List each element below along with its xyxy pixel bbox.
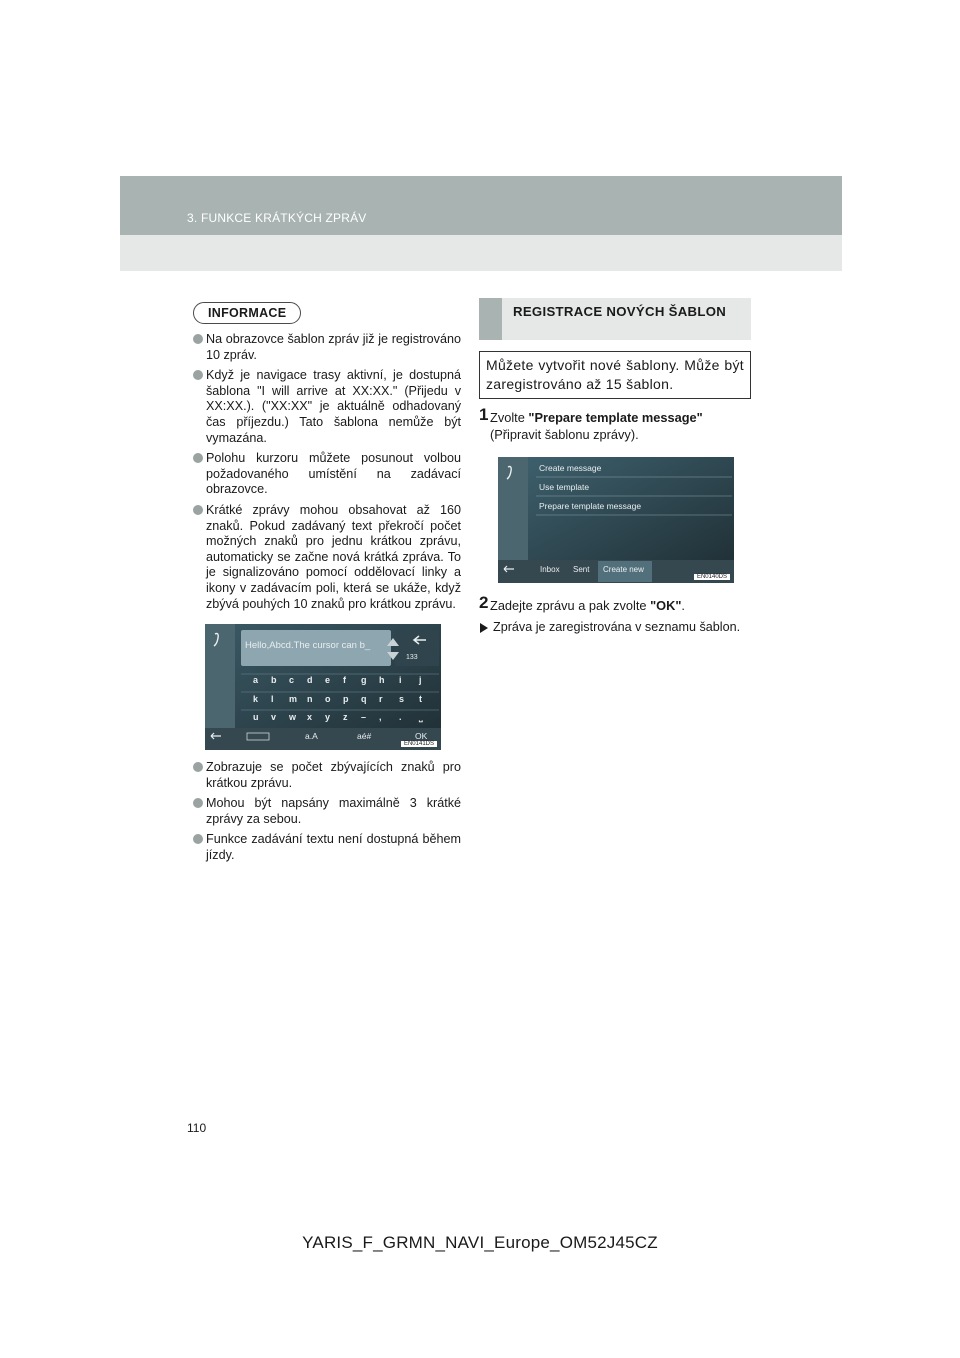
key[interactable]: z bbox=[343, 712, 348, 723]
key[interactable]: y bbox=[325, 712, 331, 723]
registration-heading bbox=[479, 298, 751, 340]
key[interactable]: w bbox=[289, 712, 297, 723]
step-number: 1 bbox=[479, 405, 489, 424]
key[interactable]: j bbox=[419, 675, 422, 686]
info-column bbox=[193, 302, 461, 869]
char-counter: 133 bbox=[406, 654, 418, 662]
bullet-dot-icon bbox=[193, 453, 203, 463]
key[interactable]: l bbox=[271, 694, 274, 705]
bullet-dot-icon bbox=[193, 505, 203, 515]
step-number: 2 bbox=[479, 593, 489, 612]
key[interactable]: f bbox=[343, 675, 346, 686]
info-item: Krátké zprávy mohou obsahovat až 160 znaků. Pokud zadávaný text překročí počet možných znaků pro jednu krátkou zprávu, automaticky se začne nová krátká zpráva. To je signalizováno pomocí oddělovací linky a ikony v zadávacím poli, která se ukáže, když zbývá pouhých 10 znaků pro krátkou zprávu. bbox=[193, 503, 461, 612]
key[interactable]: h bbox=[379, 675, 385, 686]
bullet-dot-icon bbox=[193, 834, 203, 844]
info-item: Zobrazuje se počet zbývajících znaků pro krátkou zprávu. bbox=[193, 760, 461, 791]
key[interactable]: – bbox=[361, 712, 367, 723]
heading-tab bbox=[479, 298, 502, 340]
key[interactable]: d bbox=[307, 675, 313, 686]
menu-screenshot bbox=[498, 457, 734, 583]
info-item: Polohu kurzoru můžete posunout volbou požadovaného umístění na zadávací obrazovce. bbox=[193, 451, 461, 498]
key[interactable]: v bbox=[271, 712, 277, 723]
menu-item-use-template[interactable]: Use template bbox=[539, 482, 590, 492]
tab-create-new[interactable]: Create new bbox=[603, 565, 644, 574]
image-code: EN0141DS bbox=[401, 741, 437, 747]
key[interactable]: a bbox=[253, 675, 259, 686]
section-title: 3. FUNKCE KRÁTKÝCH ZPRÁV bbox=[187, 211, 367, 225]
info-item: Funkce zadávání textu není dostupná během jízdy. bbox=[193, 832, 461, 863]
key[interactable]: n bbox=[307, 694, 313, 705]
bullet-dot-icon bbox=[193, 762, 203, 772]
menu-item-create-message[interactable]: Create message bbox=[539, 463, 602, 473]
key[interactable]: p bbox=[343, 694, 349, 705]
section-header bbox=[120, 176, 842, 271]
image-code: EN0140DS bbox=[694, 574, 730, 580]
page-number: 110 bbox=[187, 1121, 207, 1135]
key[interactable]: q bbox=[361, 694, 367, 705]
step-2: 2 Zadejte zprávu a pak zvolte "OK". bbox=[479, 593, 685, 613]
bullet-dot-icon bbox=[193, 334, 203, 344]
key[interactable]: i bbox=[399, 675, 402, 686]
info-item: Když je navigace trasy aktivní, je dostupná šablona "I will arrive at XX:XX." (Přijedu v XX:XX.). ("XX:XX" je aktuálně odhadovaný čas příjezdu.) Tato šablona nemůže být vymazána. bbox=[193, 368, 461, 446]
keyboard-screenshot bbox=[205, 624, 441, 750]
key[interactable]: s bbox=[399, 694, 405, 705]
key[interactable]: x bbox=[307, 712, 313, 723]
key[interactable]: ⎵ bbox=[419, 712, 423, 723]
info-item: Mohou být napsány maximálně 3 krátké zprávy za sebou. bbox=[193, 796, 461, 827]
info-item: Na obrazovce šablon zpráv již je registrováno 10 zpráv. bbox=[193, 332, 461, 363]
key[interactable]: t bbox=[419, 694, 422, 705]
key[interactable]: c bbox=[289, 675, 295, 686]
key[interactable]: . bbox=[399, 712, 402, 723]
bullet-dot-icon bbox=[193, 370, 203, 380]
tab-inbox[interactable]: Inbox bbox=[540, 565, 560, 574]
bullet-dot-icon bbox=[193, 798, 203, 808]
key[interactable]: o bbox=[325, 694, 331, 705]
tab-sent[interactable]: Sent bbox=[573, 565, 590, 574]
note-item: Zpráva je zaregistrována v seznamu šablon. bbox=[479, 620, 751, 635]
menu-item-prepare-template[interactable]: Prepare template message bbox=[539, 501, 642, 511]
triangle-bullet-icon bbox=[480, 623, 488, 633]
key[interactable]: k bbox=[253, 694, 259, 705]
registration-intro-box: Můžete vytvořit nové šablony. Může být zaregistrováno až 15 šablon. bbox=[479, 351, 751, 399]
info-badge: INFORMACE bbox=[193, 302, 301, 324]
case-toggle-button[interactable]: a.A bbox=[305, 731, 318, 742]
section-header-band bbox=[120, 176, 842, 235]
key[interactable]: r bbox=[379, 694, 383, 705]
key[interactable]: e bbox=[325, 675, 331, 686]
key[interactable]: g bbox=[361, 675, 367, 686]
registration-heading-text: REGISTRACE NOVÝCH ŠABLON bbox=[513, 304, 727, 319]
keyboard-input-text: Hello,Abcd.The cursor can b_ bbox=[245, 640, 371, 652]
info-list-top bbox=[193, 332, 461, 612]
step-1: 1 Zvolte "Prepare template message" (Připravit šablonu zprávy). bbox=[479, 405, 703, 442]
symbols-button[interactable]: aé# bbox=[357, 731, 372, 742]
step-2-notes bbox=[479, 620, 751, 635]
registration-column bbox=[479, 298, 751, 635]
info-list-bottom bbox=[193, 760, 461, 864]
key[interactable]: b bbox=[271, 675, 277, 686]
document-code: YARIS_F_GRMN_NAVI_Europe_OM52J45CZ bbox=[302, 1233, 658, 1252]
ok-button[interactable]: OK bbox=[415, 731, 428, 742]
key[interactable]: m bbox=[289, 694, 298, 705]
key[interactable]: u bbox=[253, 712, 259, 723]
key[interactable]: , bbox=[379, 712, 382, 723]
